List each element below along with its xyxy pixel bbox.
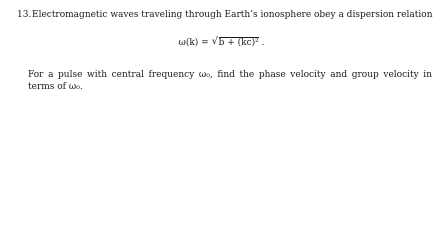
equation-radicand: b + (kc)² <box>218 38 259 48</box>
square-root <box>212 37 259 49</box>
equation-trailing-period: . <box>258 38 265 48</box>
problem-page <box>0 0 443 105</box>
problem-number: 13. <box>17 10 32 20</box>
sqrt-symbol: √ <box>211 36 218 47</box>
problem-question-text: For a pulse with central frequency ω₀, find the phase velocity and group velocity in terms of ω₀. <box>28 70 432 92</box>
equation-lhs: ω(k) = <box>178 38 209 48</box>
problem-intro-text: Electromagnetic waves traveling through Earth’s ionosphere obey a dispersion relation <box>32 10 433 20</box>
problem-statement-line <box>17 9 432 21</box>
dispersion-equation <box>0 37 443 49</box>
